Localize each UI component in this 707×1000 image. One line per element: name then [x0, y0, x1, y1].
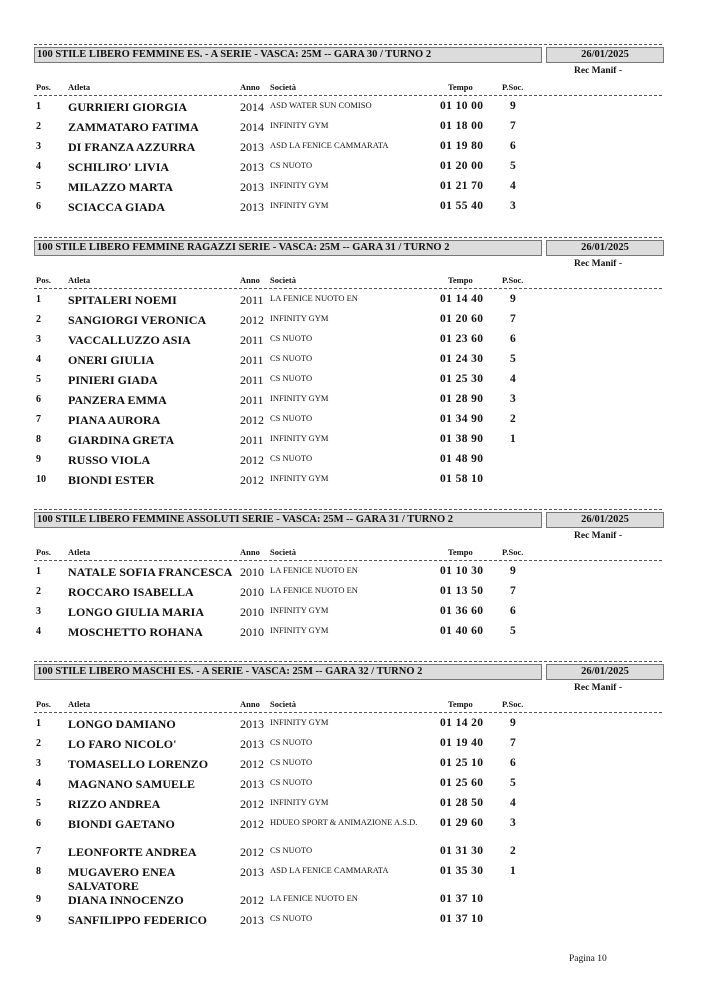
position: 1	[36, 101, 41, 112]
column-header-year: Anno	[240, 82, 260, 92]
athlete-name: LO FARO NICOLO'	[68, 737, 177, 751]
club-points: 9	[510, 100, 516, 112]
table-row	[34, 333, 664, 353]
club-name: INFINITY GYM	[270, 393, 329, 403]
athlete-name: SCHILIRO' LIVIA	[68, 160, 170, 174]
club-name: INFINITY GYM	[270, 180, 329, 190]
position: 8	[36, 866, 41, 877]
club-points: 4	[510, 373, 516, 385]
club-name: INFINITY GYM	[270, 120, 329, 130]
record-label: Rec Manif -	[574, 259, 623, 269]
position: 2	[36, 314, 41, 325]
table-row	[34, 845, 664, 865]
club-name: CS NUOTO	[270, 845, 313, 855]
birth-year: 2010	[240, 565, 264, 579]
athlete-name: MILAZZO MARTA	[68, 180, 174, 194]
position: 3	[36, 758, 41, 769]
athlete-name: VACCALLUZZO ASIA	[68, 333, 191, 347]
club-name: LA FENICE NUOTO EN	[270, 585, 358, 595]
results-list	[34, 565, 664, 645]
swim-time: 01 13 50	[440, 585, 484, 597]
athlete-name: SPITALERI NOEMI	[68, 293, 177, 307]
birth-year: 2014	[240, 120, 264, 134]
column-header-pos: Pos.	[36, 699, 51, 709]
athlete-name: LONGO GIULIA MARIA	[68, 605, 205, 619]
position: 3	[36, 141, 41, 152]
athlete-name: MOSCHETTO ROHANA	[68, 625, 203, 639]
birth-year: 2011	[240, 373, 264, 387]
birth-year: 2011	[240, 293, 264, 307]
swim-time: 01 40 60	[440, 625, 484, 637]
club-points: 9	[510, 565, 516, 577]
table-row	[34, 797, 664, 817]
club-points: 7	[510, 120, 516, 132]
athlete-name: LONGO DAMIANO	[68, 717, 176, 731]
club-points: 6	[510, 333, 516, 345]
column-header-name: Atleta	[68, 547, 91, 557]
column-header-pts: P.Soc.	[502, 275, 524, 285]
birth-year: 2010	[240, 625, 264, 639]
birth-year: 2011	[240, 353, 264, 367]
position: 3	[36, 606, 41, 617]
birth-year: 2012	[240, 453, 264, 467]
column-header-pos: Pos.	[36, 82, 51, 92]
table-row	[34, 293, 664, 313]
swim-time: 01 21 70	[440, 180, 484, 192]
table-row	[34, 757, 664, 777]
record-label: Rec Manif -	[574, 66, 623, 76]
athlete-name: TOMASELLO LORENZO	[68, 757, 209, 771]
position: 7	[36, 846, 41, 857]
club-points: 4	[510, 180, 516, 192]
club-name: INFINITY GYM	[270, 717, 329, 727]
swim-time: 01 28 90	[440, 393, 484, 405]
athlete-name: MAGNANO SAMUELE	[68, 777, 196, 791]
club-name: INFINITY GYM	[270, 473, 329, 483]
birth-year: 2012	[240, 757, 264, 771]
swim-time: 01 25 30	[440, 373, 484, 385]
club-points: 3	[510, 200, 516, 212]
club-points: 6	[510, 605, 516, 617]
club-points: 2	[510, 845, 516, 857]
divider	[34, 509, 662, 510]
divider	[34, 237, 662, 238]
athlete-name: GIARDINA GRETA	[68, 433, 175, 447]
club-points: 7	[510, 313, 516, 325]
event-title: 100 STILE LIBERO MASCHI ES. - A SERIE - VASCA: 25M -- GARA 32 / TURNO 2	[34, 664, 542, 680]
club-name: CS NUOTO	[270, 373, 313, 383]
club-points: 4	[510, 797, 516, 809]
column-headers	[34, 547, 664, 559]
athlete-name: ZAMMATARO FATIMA	[68, 120, 199, 134]
position: 9	[36, 914, 41, 925]
column-header-club: Società	[270, 699, 296, 709]
table-row	[34, 160, 664, 180]
birth-year: 2012	[240, 313, 264, 327]
athlete-name: LEONFORTE ANDREA	[68, 845, 197, 859]
club-name: CS NUOTO	[270, 453, 313, 463]
column-header-time: Tempo	[448, 699, 473, 709]
swim-time: 01 19 40	[440, 737, 484, 749]
swim-time: 01 10 30	[440, 565, 484, 577]
athlete-name: SANFILIPPO FEDERICO	[68, 913, 208, 927]
birth-year: 2010	[240, 585, 264, 599]
club-points: 6	[510, 140, 516, 152]
column-header-club: Società	[270, 275, 296, 285]
swim-time: 01 14 20	[440, 717, 484, 729]
birth-year: 2013	[240, 777, 264, 791]
event-title: 100 STILE LIBERO FEMMINE RAGAZZI SERIE - VASCA: 25M -- GARA 31 / TURNO 2	[34, 240, 542, 256]
club-name: INFINITY GYM	[270, 625, 329, 635]
swim-time: 01 38 90	[440, 433, 484, 445]
results-list	[34, 717, 664, 933]
club-name: CS NUOTO	[270, 160, 313, 170]
table-row	[34, 100, 664, 120]
swim-time: 01 25 60	[440, 777, 484, 789]
club-name: CS NUOTO	[270, 777, 313, 787]
club-name: INFINITY GYM	[270, 797, 329, 807]
record-label: Rec Manif -	[574, 531, 623, 541]
page-number: Pagina 10	[569, 954, 607, 964]
table-row	[34, 717, 664, 737]
athlete-name: RUSSO VIOLA	[68, 453, 151, 467]
section-header	[34, 664, 664, 680]
swim-time: 01 24 30	[440, 353, 484, 365]
table-row	[34, 893, 664, 913]
birth-year: 2013	[240, 140, 264, 154]
event-date: 26/01/2025	[546, 240, 664, 256]
club-points: 5	[510, 160, 516, 172]
position: 10	[36, 474, 46, 485]
swim-time: 01 58 10	[440, 473, 484, 485]
table-row	[34, 373, 664, 393]
position: 7	[36, 414, 41, 425]
swim-time: 01 14 40	[440, 293, 484, 305]
position: 2	[36, 121, 41, 132]
swim-time: 01 18 00	[440, 120, 484, 132]
column-header-pts: P.Soc.	[502, 547, 524, 557]
column-header-club: Società	[270, 82, 296, 92]
section-header	[34, 512, 664, 528]
club-name: CS NUOTO	[270, 353, 313, 363]
position: 9	[36, 894, 41, 905]
table-row	[34, 605, 664, 625]
swim-time: 01 35 30	[440, 865, 484, 877]
column-header-pts: P.Soc.	[502, 699, 524, 709]
column-header-pos: Pos.	[36, 275, 51, 285]
table-row	[34, 473, 664, 493]
position: 6	[36, 394, 41, 405]
swim-time: 01 31 30	[440, 845, 484, 857]
swim-time: 01 34 90	[440, 413, 484, 425]
birth-year: 2012	[240, 817, 264, 831]
club-points: 5	[510, 625, 516, 637]
birth-year: 2013	[240, 180, 264, 194]
club-points: 3	[510, 817, 516, 829]
swim-time: 01 20 00	[440, 160, 484, 172]
club-points: 3	[510, 393, 516, 405]
club-name: CS NUOTO	[270, 757, 313, 767]
birth-year: 2013	[240, 865, 264, 879]
column-header-year: Anno	[240, 547, 260, 557]
position: 2	[36, 738, 41, 749]
table-row	[34, 393, 664, 413]
column-header-time: Tempo	[448, 547, 473, 557]
event-title: 100 STILE LIBERO FEMMINE ASSOLUTI SERIE - VASCA: 25M -- GARA 31 / TURNO 2	[34, 512, 542, 528]
column-headers	[34, 82, 664, 94]
table-row	[34, 180, 664, 200]
column-header-pos: Pos.	[36, 547, 51, 557]
divider	[34, 95, 662, 96]
birth-year: 2013	[240, 717, 264, 731]
club-points: 2	[510, 413, 516, 425]
divider	[34, 44, 662, 45]
table-row	[34, 140, 664, 160]
birth-year: 2013	[240, 200, 264, 214]
birth-year: 2011	[240, 433, 264, 447]
column-header-time: Tempo	[448, 82, 473, 92]
position: 4	[36, 778, 41, 789]
birth-year: 2012	[240, 413, 264, 427]
athlete-name: BIONDI ESTER	[68, 473, 155, 487]
table-row	[34, 625, 664, 645]
athlete-name: DIANA INNOCENZO	[68, 893, 184, 907]
record-label: Rec Manif -	[574, 683, 623, 693]
event-date: 26/01/2025	[546, 47, 664, 63]
club-points: 7	[510, 585, 516, 597]
club-name: CS NUOTO	[270, 737, 313, 747]
birth-year: 2012	[240, 473, 264, 487]
table-row	[34, 413, 664, 433]
athlete-name: SANGIORGI VERONICA	[68, 313, 207, 327]
club-name: ASD WATER SUN COMISO	[270, 100, 372, 110]
section-header	[34, 240, 664, 256]
birth-year: 2013	[240, 913, 264, 927]
table-row	[34, 565, 664, 585]
athlete-name: DI FRANZA AZZURRA	[68, 140, 196, 154]
athlete-name: SCIACCA GIADA	[68, 200, 166, 214]
club-points: 5	[510, 777, 516, 789]
table-row	[34, 353, 664, 373]
athlete-name: NATALE SOFIA FRANCESCA	[68, 565, 233, 579]
birth-year: 2011	[240, 393, 264, 407]
birth-year: 2013	[240, 160, 264, 174]
table-row	[34, 453, 664, 473]
birth-year: 2011	[240, 333, 264, 347]
club-name: LA FENICE NUOTO EN	[270, 565, 358, 575]
athlete-name: MUGAVERO ENEA SALVATORE	[68, 865, 175, 893]
position: 1	[36, 718, 41, 729]
athlete-name: BIONDI GAETANO	[68, 817, 175, 831]
position: 3	[36, 334, 41, 345]
birth-year: 2014	[240, 100, 264, 114]
club-name: INFINITY GYM	[270, 605, 329, 615]
divider	[34, 560, 662, 561]
club-name: ASD LA FENICE CAMMARATA	[270, 865, 389, 875]
results-list	[34, 293, 664, 493]
position: 9	[36, 454, 41, 465]
table-row	[34, 585, 664, 605]
position: 4	[36, 626, 41, 637]
swim-time: 01 37 10	[440, 913, 484, 925]
column-headers	[34, 275, 664, 287]
club-points: 9	[510, 717, 516, 729]
athlete-name: ONERI GIULIA	[68, 353, 155, 367]
position: 8	[36, 434, 41, 445]
birth-year: 2013	[240, 737, 264, 751]
club-name: LA FENICE NUOTO EN	[270, 293, 358, 303]
birth-year: 2012	[240, 893, 264, 907]
swim-time: 01 55 40	[440, 200, 484, 212]
athlete-name: RIZZO ANDREA	[68, 797, 161, 811]
swim-time: 01 23 60	[440, 333, 484, 345]
athlete-name: ROCCARO ISABELLA	[68, 585, 194, 599]
club-points: 9	[510, 293, 516, 305]
birth-year: 2010	[240, 605, 264, 619]
club-name: INFINITY GYM	[270, 433, 329, 443]
column-headers	[34, 699, 664, 711]
column-header-club: Società	[270, 547, 296, 557]
club-name: LA FENICE NUOTO EN	[270, 893, 358, 903]
swim-time: 01 28 50	[440, 797, 484, 809]
table-row	[34, 120, 664, 140]
birth-year: 2012	[240, 797, 264, 811]
athlete-name: PANZERA EMMA	[68, 393, 167, 407]
club-name: CS NUOTO	[270, 413, 313, 423]
club-name: CS NUOTO	[270, 333, 313, 343]
column-header-name: Atleta	[68, 275, 91, 285]
results-list	[34, 100, 664, 220]
birth-year: 2012	[240, 845, 264, 859]
table-row	[34, 200, 664, 220]
divider	[34, 288, 662, 289]
club-points: 5	[510, 353, 516, 365]
table-row	[34, 777, 664, 797]
athlete-name: PIANA AURORA	[68, 413, 161, 427]
divider	[34, 661, 662, 662]
event-date: 26/01/2025	[546, 664, 664, 680]
position: 4	[36, 161, 41, 172]
position: 5	[36, 374, 41, 385]
swim-time: 01 25 10	[440, 757, 484, 769]
position: 2	[36, 586, 41, 597]
club-points: 1	[510, 865, 516, 877]
club-points: 1	[510, 433, 516, 445]
table-row	[34, 737, 664, 757]
swim-time: 01 37 10	[440, 893, 484, 905]
swim-time: 01 48 90	[440, 453, 484, 465]
club-points: 6	[510, 757, 516, 769]
club-points: 7	[510, 737, 516, 749]
club-name: HDUEO SPORT & ANIMAZIONE A.S.D.	[270, 817, 418, 827]
club-name: INFINITY GYM	[270, 313, 329, 323]
table-row	[34, 313, 664, 333]
column-header-pts: P.Soc.	[502, 82, 524, 92]
column-header-name: Atleta	[68, 699, 91, 709]
athlete-name: GURRIERI GIORGIA	[68, 100, 188, 114]
athlete-name: PINIERI GIADA	[68, 373, 158, 387]
section-header	[34, 47, 664, 63]
event-date: 26/01/2025	[546, 512, 664, 528]
position: 1	[36, 294, 41, 305]
table-row	[34, 913, 664, 933]
position: 5	[36, 181, 41, 192]
table-row	[34, 865, 664, 893]
column-header-year: Anno	[240, 699, 260, 709]
swim-time: 01 36 60	[440, 605, 484, 617]
club-name: INFINITY GYM	[270, 200, 329, 210]
club-name: ASD LA FENICE CAMMARATA	[270, 140, 389, 150]
column-header-name: Atleta	[68, 82, 91, 92]
club-name: CS NUOTO	[270, 913, 313, 923]
position: 5	[36, 798, 41, 809]
position: 1	[36, 566, 41, 577]
swim-time: 01 19 80	[440, 140, 484, 152]
swim-time: 01 29 60	[440, 817, 484, 829]
table-row	[34, 817, 664, 845]
swim-time: 01 20 60	[440, 313, 484, 325]
position: 6	[36, 818, 41, 829]
table-row	[34, 433, 664, 453]
column-header-time: Tempo	[448, 275, 473, 285]
divider	[34, 712, 662, 713]
position: 4	[36, 354, 41, 365]
position: 6	[36, 201, 41, 212]
swim-time: 01 10 00	[440, 100, 484, 112]
column-header-year: Anno	[240, 275, 260, 285]
event-title: 100 STILE LIBERO FEMMINE ES. - A SERIE - VASCA: 25M -- GARA 30 / TURNO 2	[34, 47, 542, 63]
